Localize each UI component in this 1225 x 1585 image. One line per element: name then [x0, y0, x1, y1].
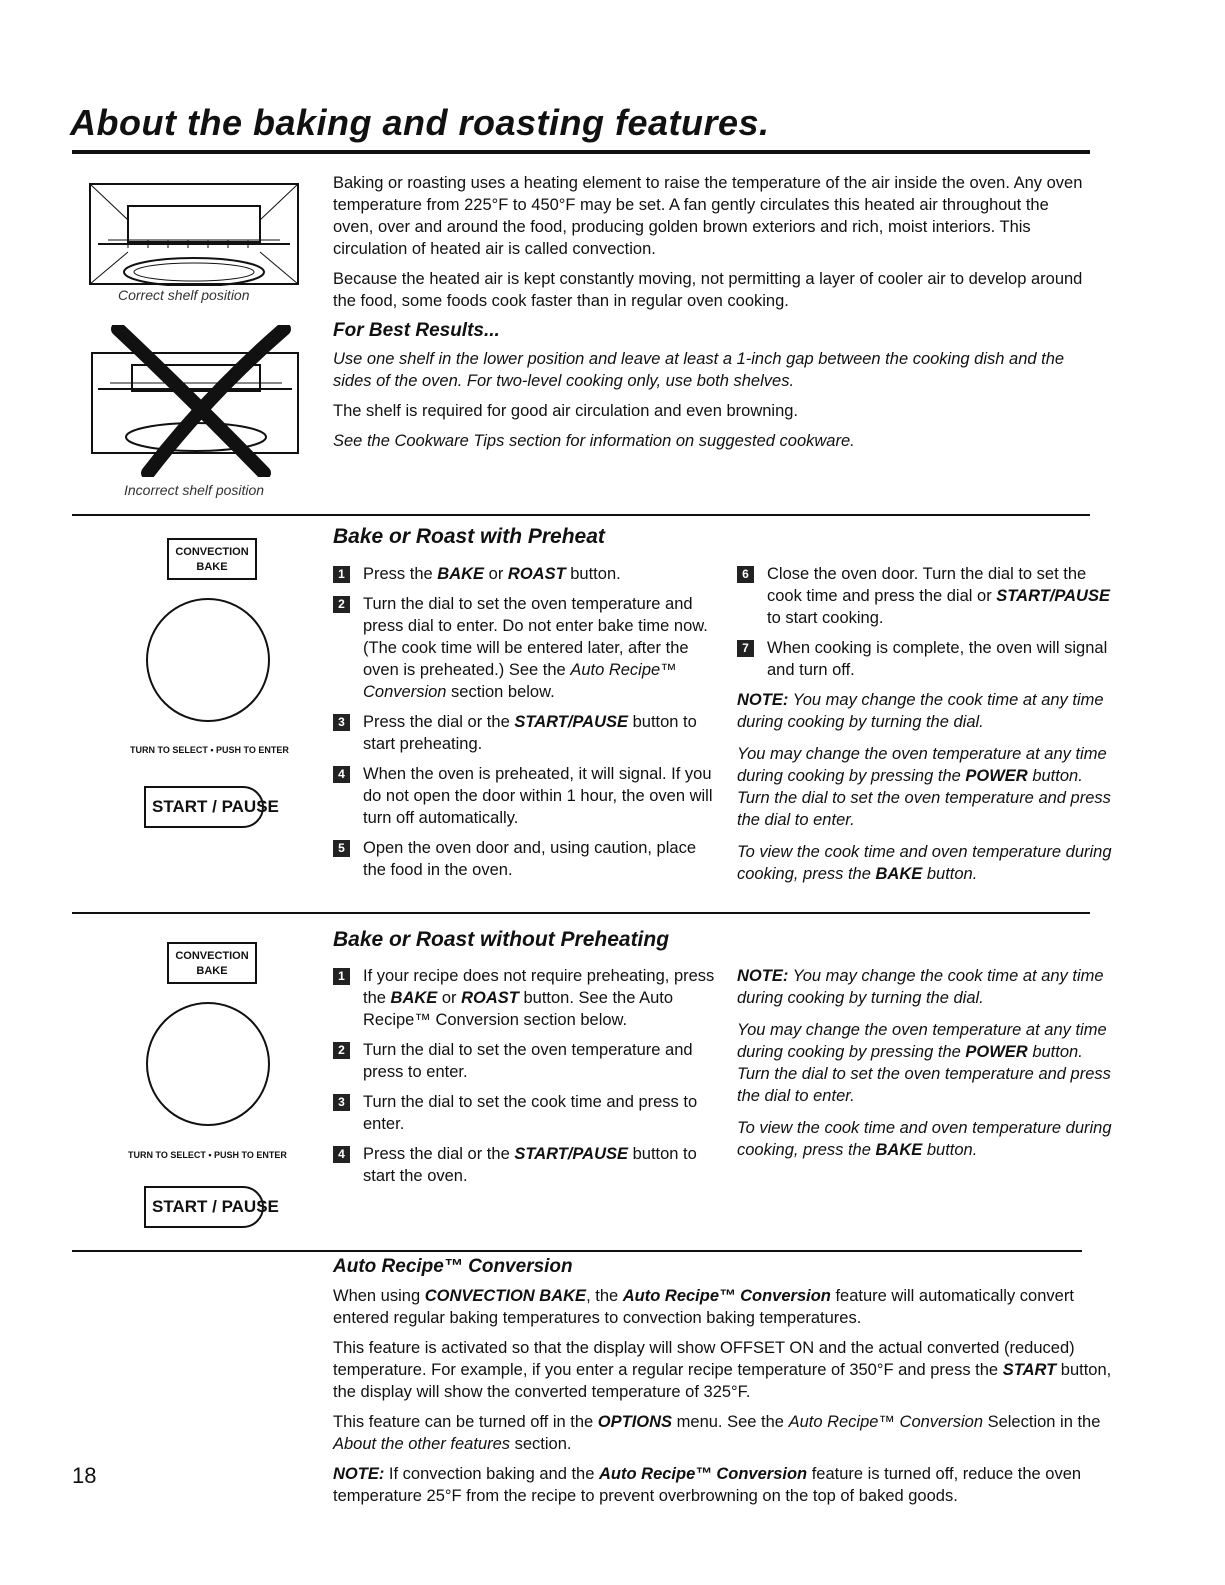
nopreheat-step: 3 Turn the dial to set the cook time and press to enter.: [333, 1091, 718, 1135]
best-results-heading: For Best Results...: [333, 320, 500, 341]
preheat-notes: NOTE: You may change the cook time at any time during cooking by turning the dial. You may change the oven temperature at any time during cooking by pressing the POWER button. Turn the dial to set the oven temperature and press the dial to enter. To view the cook time and oven temperature during cooking, press the BAKE button.: [737, 691, 1112, 883]
step-number: 6: [737, 566, 754, 583]
preheat-steps-left: [333, 563, 718, 889]
dial-label: TURN TO SELECT • PUSH TO ENTER: [130, 745, 289, 755]
nopreheat-steps: [333, 965, 718, 1195]
step-number: 1: [333, 968, 350, 985]
nopreheat-step: 4 Press the dial or the START/PAUSE button to start the oven.: [333, 1143, 718, 1187]
preheat-step: 3 Press the dial or the START/PAUSE button to start preheating.: [333, 711, 718, 755]
page-number: 18: [72, 1463, 97, 1488]
bake-label: BAKE: [196, 561, 228, 573]
intro-paragraph-1: Baking or roasting uses a heating element to raise the temperature of the air inside the oven. Any oven temperature from 225°F to 450°F may be set. A fan gently circulates this heated air throughout the oven, over and around the food, producing golden brown exteriors and rich, moist interiors. This circulation of heated air is called convection.: [333, 174, 1083, 258]
step-number: 3: [333, 714, 350, 731]
intro-paragraph-4: The shelf is required for good air circulation and even browning.: [333, 402, 799, 420]
preheat-steps-right: [737, 563, 1117, 895]
convection-label: CONVECTION: [175, 546, 249, 558]
note-label: NOTE:: [737, 967, 789, 985]
auto-recipe-heading: Auto Recipe™ Conversion: [333, 1256, 573, 1277]
intro-text: [333, 172, 1093, 460]
step-number: 1: [333, 566, 350, 583]
step-number: 5: [333, 840, 350, 857]
incorrect-shelf-illustration: [88, 325, 300, 477]
preheat-step: 4 When the oven is preheated, it will signal. If you do not open the door within 1 hour, the oven will turn off automatically.: [333, 763, 718, 829]
select-dial[interactable]: [146, 598, 270, 722]
intro-paragraph-3: Use one shelf in the lower position and leave at least a 1-inch gap between the cooking dish and the sides of the oven. For two-level cooking only, use both shelves.: [333, 350, 1065, 390]
intro-paragraph-2: Because the heated air is kept constantly moving, not permitting a layer of cooler air to develop around the food, some foods cook faster than in regular oven cooking.: [333, 270, 1083, 310]
correct-shelf-caption: Correct shelf position: [118, 287, 250, 303]
page-title: About the baking and roasting features.: [70, 102, 770, 143]
incorrect-shelf-caption: Incorrect shelf position: [124, 482, 265, 498]
auto-recipe-text: When using CONVECTION BAKE, the Auto Recipe™ Conversion feature will automatically convert entered regular baking temperatures to convection baking temperatures. This feature is activated so that the display will show OFFSET ON and the actual converted (reduced) temperature. For example, if you enter a regular recipe temperature of 350°F and press the START button, the display will show the converted temperature of 325°F. This feature can be turned off in the OPTIONS menu. See the Auto Recipe™ Conversion Selection in the About the other features section. NOTE: If convection baking and the Auto Recipe™ Conversion feature is turned off, reduce the oven temperature 25°F from the recipe to prevent overbrowning on the top of baked goods.: [333, 1287, 1112, 1505]
preheat-step: 7 When cooking is complete, the oven will signal and turn off.: [737, 637, 1117, 681]
step-number: 2: [333, 1042, 350, 1059]
step-number: 4: [333, 766, 350, 783]
preheat-step: 6 Close the oven door. Turn the dial to set the cook time and press the dial or START/PAUSE to start cooking.: [737, 563, 1117, 629]
intro-paragraph-5: See the Cookware Tips section for information on suggested cookware.: [333, 432, 855, 450]
step-number: 7: [737, 640, 754, 657]
convection-bake-button[interactable]: [167, 538, 257, 580]
start-pause-button[interactable]: START / PAUSE: [144, 786, 264, 828]
section-divider: [72, 1250, 1082, 1252]
preheat-step: 5 Open the oven door and, using caution, place the food in the oven.: [333, 837, 718, 881]
start-pause-button[interactable]: START / PAUSE: [144, 1186, 264, 1228]
step-number: 2: [333, 596, 350, 613]
preheat-step: 2 Turn the dial to set the oven temperature and press dial to enter. Do not enter bake time now. (The cook time will be entered later, after the oven is preheated.) See the Auto Recipe™ Conversion section below.: [333, 593, 718, 703]
title-rule: [72, 150, 1090, 154]
bake-label: BAKE: [196, 965, 228, 977]
step-number: 4: [333, 1146, 350, 1163]
preheat-step: 1 Press the BAKE or ROAST button.: [333, 563, 718, 585]
convection-bake-button[interactable]: [167, 942, 257, 984]
dial-label: TURN TO SELECT • PUSH TO ENTER: [128, 1150, 287, 1160]
nopreheat-heading: Bake or Roast without Preheating: [333, 928, 670, 951]
section-divider: [72, 912, 1090, 914]
section-divider: [72, 514, 1090, 516]
step-number: 3: [333, 1094, 350, 1111]
convection-label: CONVECTION: [175, 950, 249, 962]
nopreheat-step: 1 If your recipe does not require preheating, press the BAKE or ROAST button. See the Auto Recipe™ Conversion section below.: [333, 965, 718, 1031]
nopreheat-step: 2 Turn the dial to set the oven temperature and press to enter.: [333, 1039, 718, 1083]
note-label: NOTE:: [737, 691, 789, 709]
select-dial[interactable]: [146, 1002, 270, 1126]
nopreheat-notes: NOTE: You may change the cook time at any time during cooking by turning the dial. You may change the oven temperature at any time during cooking by pressing the POWER button. Turn the dial to set the oven temperature and press the dial to enter. To view the cook time and oven temperature during cooking, press the BAKE button.: [737, 967, 1112, 1159]
correct-shelf-illustration: [88, 182, 300, 286]
preheat-heading: Bake or Roast with Preheat: [333, 525, 605, 548]
